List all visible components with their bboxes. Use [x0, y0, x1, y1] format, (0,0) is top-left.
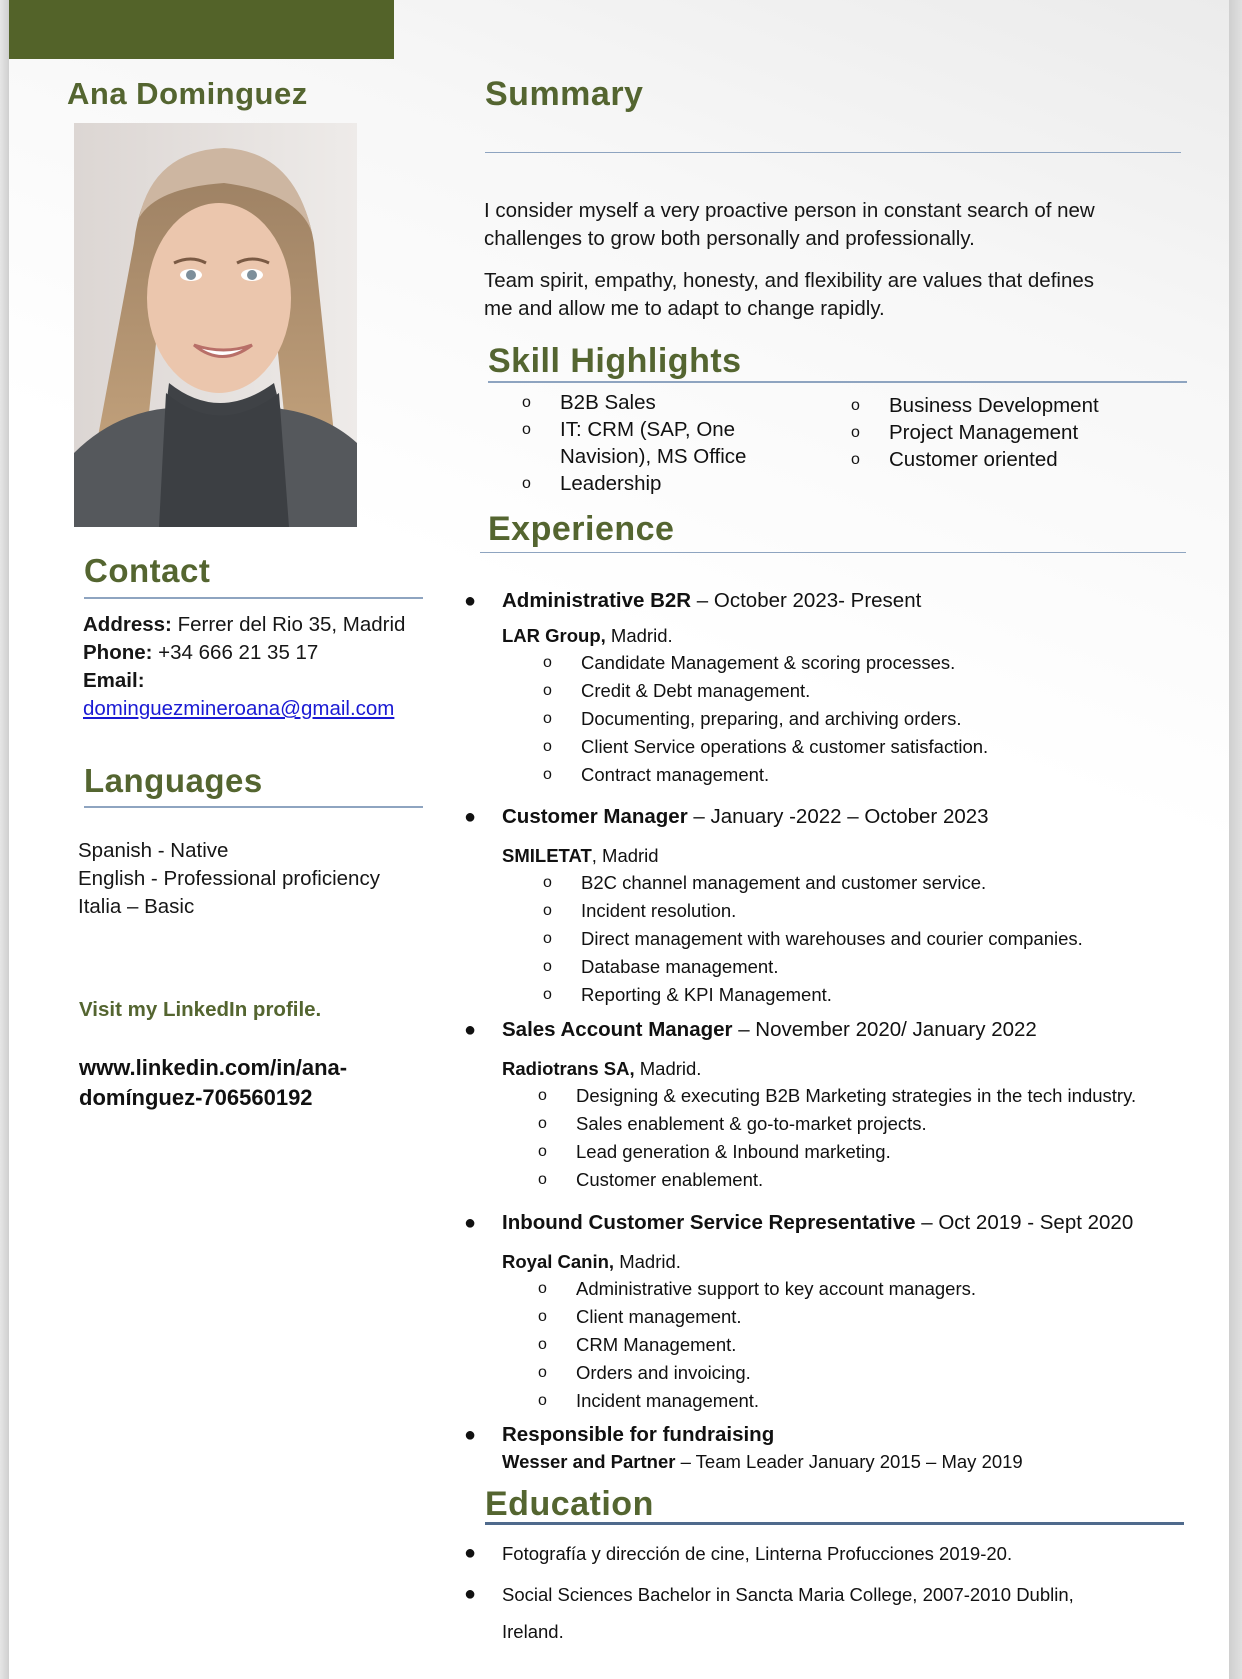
job-entry [464, 1209, 1184, 1415]
company-name: SMILETAT [502, 845, 592, 866]
company-location: Madrid. [634, 1058, 702, 1079]
summary-heading: Summary [485, 75, 644, 113]
address-row [83, 611, 428, 639]
task-item: o Candidate Management & scoring processes. [543, 649, 1184, 677]
task-item: o Customer enablement. [538, 1166, 1184, 1194]
job-title: Sales Account Manager [502, 1018, 733, 1041]
bullet-icon: ● [464, 1424, 477, 1446]
skills-list-left [522, 389, 822, 497]
job-company [464, 623, 1184, 649]
task-item: o Direct management with warehouses and courier companies. [543, 925, 1184, 953]
task-item: o Sales enablement & go-to-market projects. [538, 1110, 1184, 1138]
education-list [464, 1535, 1104, 1650]
skill-item: o Business Development [851, 392, 1171, 419]
portrait-image [74, 123, 357, 527]
job-company [464, 1056, 1184, 1082]
education-item [464, 1576, 1104, 1650]
job-header [464, 1209, 1184, 1237]
company-location: Madrid. [605, 625, 673, 646]
task-item: o CRM Management. [538, 1331, 1184, 1359]
job-header [464, 803, 1184, 831]
address-value: Ferrer del Rio 35, Madrid [177, 613, 406, 636]
task-item: o Documenting, preparing, and archiving orders. [543, 705, 1184, 733]
page-edge-left [0, 0, 9, 1679]
bullet-icon: ● [464, 1583, 477, 1605]
skills-heading: Skill Highlights [488, 342, 742, 380]
summary-divider [485, 152, 1181, 153]
job-tasks [464, 649, 1184, 789]
task-item: o Credit & Debt management. [543, 677, 1184, 705]
job-dates: – January -2022 – October 2023 [687, 805, 989, 828]
task-item: o Administrative support to key account managers. [538, 1275, 1184, 1303]
education-divider [485, 1522, 1184, 1525]
job-dates: – October 2023- Present [691, 589, 922, 612]
job-tasks [464, 869, 1184, 1009]
task-item: o Incident resolution. [543, 897, 1184, 925]
task-item: o Incident management. [538, 1387, 1184, 1415]
language-item: Spanish - Native [78, 839, 229, 862]
contact-divider [84, 597, 423, 599]
email-label: Email: [83, 669, 145, 692]
job-company [464, 1449, 1184, 1475]
task-item: o Reporting & KPI Management. [543, 981, 1184, 1009]
job-title: Responsible for fundraising [502, 1423, 775, 1446]
job-company [464, 1249, 1184, 1275]
skills-list-right [851, 392, 1171, 473]
bullet-icon: ● [464, 590, 477, 612]
task-item: o Designing & executing B2B Marketing strategies in the tech industry. [538, 1082, 1184, 1110]
company-name: Wesser and Partner [502, 1451, 676, 1472]
task-item: o Orders and invoicing. [538, 1359, 1184, 1387]
languages-list [78, 837, 423, 921]
education-text: Social Sciences Bachelor in Sancta Maria College, 2007-2010 Dublin, Ireland. [502, 1584, 1074, 1642]
experience-divider [480, 552, 1186, 553]
task-item: o Database management. [543, 953, 1184, 981]
skill-item: o Leadership [522, 470, 822, 497]
job-entry [464, 587, 1184, 789]
job-title: Customer Manager [502, 805, 688, 828]
bullet-icon: ● [464, 1212, 477, 1234]
job-title: Administrative B2R [502, 589, 692, 612]
linkedin-url[interactable] [79, 1053, 347, 1113]
contact-block [83, 611, 428, 723]
linkedin-title: Visit my LinkedIn profile. [79, 998, 322, 1021]
task-item: o Contract management. [543, 761, 1184, 789]
job-tasks [464, 1275, 1184, 1415]
task-item: o B2C channel management and customer service. [543, 869, 1184, 897]
experience-heading: Experience [488, 510, 675, 548]
job-header [464, 1016, 1184, 1044]
job-dates: – Oct 2019 - Sept 2020 [915, 1211, 1134, 1234]
job-dates: – November 2020/ January 2022 [732, 1018, 1037, 1041]
company-location: Madrid. [614, 1251, 681, 1272]
company-location: , Madrid [591, 845, 659, 866]
phone-row [83, 639, 428, 667]
bullet-icon: ● [464, 806, 477, 828]
summary-text [484, 197, 1124, 323]
job-header [464, 587, 1184, 615]
languages-heading: Languages [84, 762, 263, 799]
company-name: Radiotrans SA, [502, 1058, 635, 1079]
skill-item: o Project Management [851, 419, 1171, 446]
profile-photo [74, 123, 357, 527]
linkedin-url-line-1[interactable]: www.linkedin.com/in/ana- [79, 1055, 348, 1080]
summary-paragraph: Team spirit, empathy, honesty, and flexibility are values that defines me and allow me to adapt to change rapidly. [484, 269, 1094, 320]
company-name: LAR Group, [502, 625, 606, 646]
language-item: English - Professional proficiency [78, 867, 380, 890]
skill-item: o B2B Sales [522, 389, 822, 416]
skill-item: o Customer oriented [851, 446, 1171, 473]
job-entry [464, 1421, 1184, 1475]
job-tasks [464, 1082, 1184, 1194]
task-item: o Client management. [538, 1303, 1184, 1331]
header-accent-bar [9, 0, 394, 59]
phone-value: +34 666 21 35 17 [158, 641, 319, 664]
company-location: – Team Leader January 2015 – May 2019 [675, 1451, 1023, 1472]
education-heading: Education [485, 1485, 654, 1523]
education-item [464, 1535, 1104, 1572]
page-edge-right [1229, 0, 1242, 1679]
contact-heading: Contact [84, 552, 211, 589]
task-item: o Client Service operations & customer satisfaction. [543, 733, 1184, 761]
job-entry [464, 803, 1184, 1009]
summary-paragraph: I consider myself a very proactive person in constant search of new challenges to grow both personally and professionally. [484, 199, 1095, 250]
language-item: Italia – Basic [78, 895, 195, 918]
task-item: o Lead generation & Inbound marketing. [538, 1138, 1184, 1166]
skills-divider [488, 381, 1187, 383]
email-link[interactable]: dominguezmineroana@gmail.com [83, 697, 395, 720]
job-header [464, 1421, 1184, 1449]
address-label: Address: [83, 613, 172, 636]
languages-divider [84, 806, 423, 808]
linkedin-url-line-2[interactable]: domínguez-706560192 [79, 1085, 313, 1110]
bullet-icon: ● [464, 1019, 477, 1041]
phone-label: Phone: [83, 641, 153, 664]
bullet-icon: ● [464, 1542, 477, 1564]
skill-item: o IT: CRM (SAP, One Navision), MS Office [522, 416, 760, 470]
company-name: Royal Canin, [502, 1251, 615, 1272]
education-text: Fotografía y dirección de cine, Linterna Profucciones 2019-20. [502, 1543, 1013, 1564]
job-entry [464, 1016, 1184, 1194]
job-company [464, 843, 1184, 869]
candidate-name: Ana Dominguez [67, 76, 308, 111]
job-title: Inbound Customer Service Representative [502, 1211, 916, 1234]
email-row [83, 667, 428, 695]
